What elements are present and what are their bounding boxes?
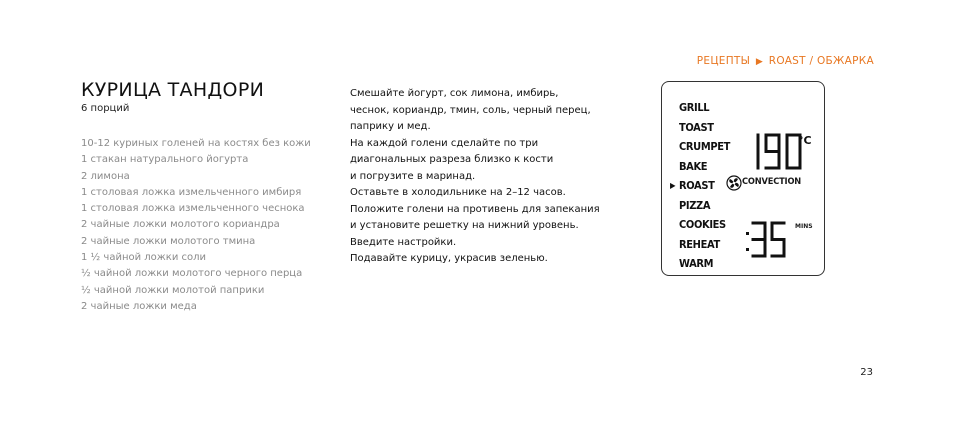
selected-arrow-icon: ▶ (670, 181, 676, 190)
method-line: диагональных разреза близко к кости (350, 154, 554, 165)
method-line: На каждой голени сделайте по три (350, 137, 539, 149)
menu-item-warm: WARM (679, 257, 714, 270)
menu-item-roast: ▶ ROAST (679, 176, 730, 196)
lcd-digit (753, 223, 765, 256)
method-line: и установите решетку на нижний уровень. (350, 220, 579, 231)
breadcrumb-section: РЕЦЕПТЫ (696, 55, 751, 67)
time-readout (753, 223, 784, 256)
fan-icon (727, 176, 741, 190)
menu-item-pizza: PIZZA (679, 198, 711, 212)
method-text (350, 86, 610, 268)
method-line: Смешайте йогурт, сок лимона, имбирь, (350, 88, 559, 99)
recipe-servings: 6 порций (81, 103, 130, 114)
ingredient-item: 2 чайные ложки молотого тмина (81, 235, 256, 247)
ingredient-item: 1 стакан натурального йогурта (81, 154, 249, 166)
method-line: Введите настройки. (350, 236, 457, 248)
menu-item-reheat: REHEAT (679, 237, 720, 251)
convection-label: CONVECTION (742, 177, 802, 187)
temperature-readout (758, 135, 800, 168)
ingredients-list (81, 136, 311, 315)
method-line: паприку и мед. (350, 121, 431, 132)
lcd-digit (766, 135, 779, 168)
temperature-unit: °C (798, 134, 812, 147)
breadcrumb-arrow-icon: ▶ (755, 57, 764, 67)
menu-item-cookies: COOKIES (679, 218, 726, 231)
ingredient-item: 10-12 куриных голеней на костях без кожи (81, 138, 311, 149)
breadcrumb-current: ROAST / ОБЖАРКА (768, 55, 874, 67)
ingredient-item: ½ чайной ложки молотого черного перца (81, 268, 303, 280)
lcd-display (661, 81, 825, 276)
lcd-digit (772, 223, 784, 256)
ingredient-item: 2 лимона (81, 170, 130, 182)
method-line: Оставьте в холодильнике на 2–12 часов. (350, 187, 566, 198)
method-line: Положите голени на противень для запекания (350, 203, 600, 215)
page-number: 23 (860, 367, 873, 378)
ingredient-item: 1 столовая ложка измельченного чеснока (81, 203, 305, 215)
method-line: и погрузите в маринад. (350, 170, 476, 182)
time-colon (746, 232, 749, 251)
breadcrumb (697, 55, 874, 67)
menu-item-toast: TOAST (679, 120, 714, 134)
menu-item-bake: BAKE (679, 159, 708, 173)
ingredient-item: 1 столовая ложка измельченного имбиря (81, 186, 302, 198)
method-line: чеснок, кориандр, тмин, соль, черный перец, (350, 104, 591, 116)
recipe-title: КУРИЦА ТАНДОРИ (81, 79, 265, 101)
menu-item-grill: GRILL (679, 101, 710, 114)
ingredient-item: 2 чайные ложки меда (81, 300, 197, 312)
ingredient-item: ½ чайной ложки молотой паприки (81, 284, 265, 296)
menu-item-crumpet: CRUMPET (679, 140, 731, 153)
ingredient-item: 1 ½ чайной ложки соли (81, 252, 207, 264)
time-unit: MINS (795, 223, 813, 230)
method-line: Подавайте курицу, украсив зеленью. (350, 253, 548, 264)
ingredient-item: 2 чайные ложки молотого кориандра (81, 219, 280, 231)
